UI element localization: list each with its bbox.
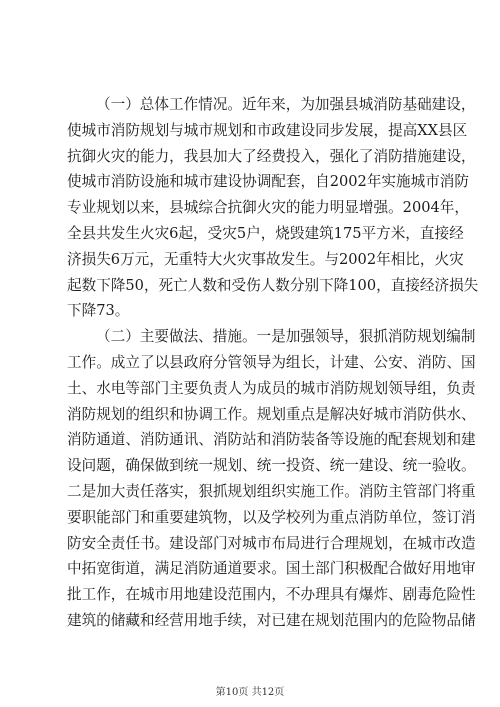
body-text <box>67 92 479 634</box>
text-line: 抗御火灾的能力，我县加大了经费投入，强化了消防措施建设， <box>67 147 476 165</box>
text-line: 防安全责任书。建设部门对城市布局进行合理规划，在城市改造 <box>67 534 476 552</box>
text-line: 使城市消防设施和城市建设协调配套，自2002年实施城市消防 <box>67 173 469 191</box>
text-line: （二）主要做法、措施。一是加强领导，狠抓消防规划编制 <box>96 328 476 346</box>
text-line: 中拓宽街道，满足消防通道要求。国土部门积极配合做好用地审 <box>67 560 476 578</box>
text-line: 建筑的储藏和经营用地手续，对已建在规划范围内的危险物品储 <box>67 611 476 629</box>
text-line: 设问题，确保做到统一规划、统一投资、统一建设、统一验收。 <box>67 457 476 475</box>
text-line: 消防通道、消防通讯、消防站和消防装备等设施的配套规划和建 <box>67 431 476 449</box>
text-line: （一）总体工作情况。近年来，为加强县城消防基础建设， <box>96 96 476 113</box>
page-number-footer: 第10页 共12页 <box>215 687 285 698</box>
text-line: 要职能部门和重要建筑物，以及学校列为重点消防单位，签订消 <box>67 508 476 526</box>
text-line: 二是加大责任落实，狠抓规划组织实施工作。消防主管部门将重 <box>67 482 476 500</box>
text-line: 批工作，在城市用地建设范围内，不办理具有爆炸、剧毒危险性 <box>67 586 476 604</box>
text-line: 土、水电等部门主要负责人为成员的城市消防规划领导组，负责 <box>67 379 476 397</box>
text-line: 工作。成立了以县政府分管领导为组长，计建、公安、消防、国 <box>67 353 476 371</box>
text-line: 消防规划的组织和协调工作。规划重点是解决好城市消防供水、 <box>67 405 476 423</box>
text-line: 下降73。 <box>67 302 130 320</box>
text-line: 专业规划以来，县城综合抗御火灾的能力明显增强。2004年， <box>67 199 469 217</box>
text-line: 使城市消防规划与城市规划和市政建设同步发展，提高XX县区 <box>67 121 468 139</box>
text-line: 全县共发生火灾6起，受灾5户，烧毁建筑175平方米，直接经 <box>67 224 464 242</box>
text-line: 起数下降50，死亡人数和受伤人数分别下降100，直接经济损失 <box>67 276 479 294</box>
text-line: 济损失6万元，无重特大火灾事故发生。与2002年相比，火灾 <box>67 250 464 268</box>
